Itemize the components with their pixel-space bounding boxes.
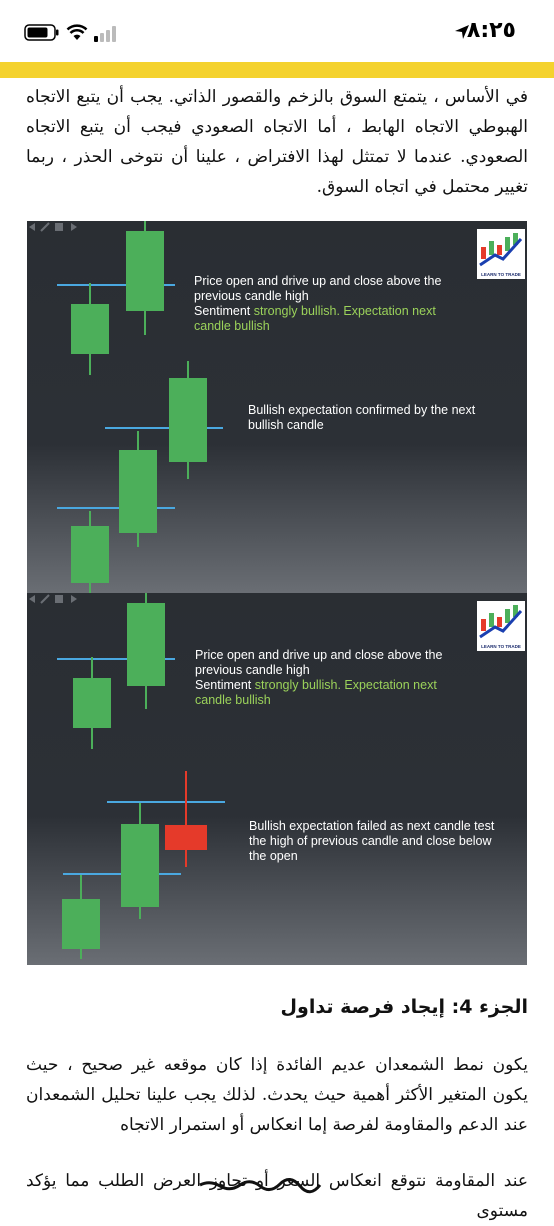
bullish-candle — [169, 361, 207, 479]
annotation-highlight: strongly bullish. Expectation next candle bullish — [194, 304, 436, 333]
bullish-candle — [121, 803, 159, 919]
article-paragraph: يكون نمط الشمعدان عديم الفائدة إذا كان موقعه غير صحيح ، حيث يكون المتغير الأكثر أهمية حيث يحدث. لذلك يجب علينا تحليل الشمعدان عند الدعم والمقاومة لفرصة إما انعكاس أو استمرار الاتجاه — [26, 1055, 528, 1135]
battery-icon — [24, 24, 60, 41]
chart-slide — [27, 593, 527, 965]
slide-controls[interactable] — [27, 593, 87, 605]
app-header-accent-bar — [0, 62, 554, 78]
slide-annotation — [194, 274, 464, 334]
bearish-candle — [165, 771, 207, 867]
signal-icon — [94, 26, 118, 42]
wifi-icon — [66, 23, 88, 41]
bullish-candle — [119, 431, 157, 547]
logo-label: LEARN TO TRADE — [481, 644, 521, 649]
slide-annotation: Bullish expectation failed as next candle test the high of previous candle and close below the open — [249, 819, 495, 863]
annotation-highlight: strongly bullish. Expectation next candle bullish — [195, 678, 437, 707]
chart-slide — [27, 221, 527, 593]
bullish-candle — [71, 283, 109, 375]
bullish-candle — [62, 875, 100, 959]
annotation-text: Sentiment — [195, 678, 255, 692]
slide-annotation: Bullish expectation confirmed by the next bullish candle — [248, 403, 476, 432]
annotation-text: Sentiment — [194, 304, 254, 318]
slide-controls[interactable] — [27, 221, 87, 233]
bullish-candle — [73, 657, 111, 749]
status-time: ٨:٢٥ — [466, 18, 516, 43]
section-heading: الجزء 4: إيجاد فرصة تداول — [280, 996, 528, 1018]
status-bar — [0, 0, 554, 62]
article-paragraph: عند المقاومة نتوقع انعكاس السعر أو تجاوز العرض الطلب مما يؤكد مستوى — [26, 1171, 528, 1221]
learn-to-trade-logo — [477, 601, 525, 651]
article-paragraph: في الأساس ، يتمتع السوق بالزخم والقصور الذاتي. يجب أن يتبع الاتجاه الهبوطي الاتجاه الهابط ، أما الاتجاه الصعودي فيجب أن يتبع الاتجاه الصعودي. عندما لا تمتثل لهذا الافتراض ، علينا أن نتوخى الحذر ، ربما تغيير محتمل في اتجاه السوق. — [26, 87, 528, 197]
bullish-candle — [71, 511, 109, 593]
bullish-candle — [126, 221, 164, 335]
bullish-candle — [127, 593, 165, 709]
learn-to-trade-logo — [477, 229, 525, 279]
annotation-text: Price open and drive up and close above the previous candle high — [194, 274, 442, 303]
slide-annotation — [195, 648, 465, 708]
logo-label: LEARN TO TRADE — [481, 272, 521, 277]
ink-scribble-mark — [200, 1178, 320, 1192]
annotation-text: Price open and drive up and close above the previous candle high — [195, 648, 443, 677]
